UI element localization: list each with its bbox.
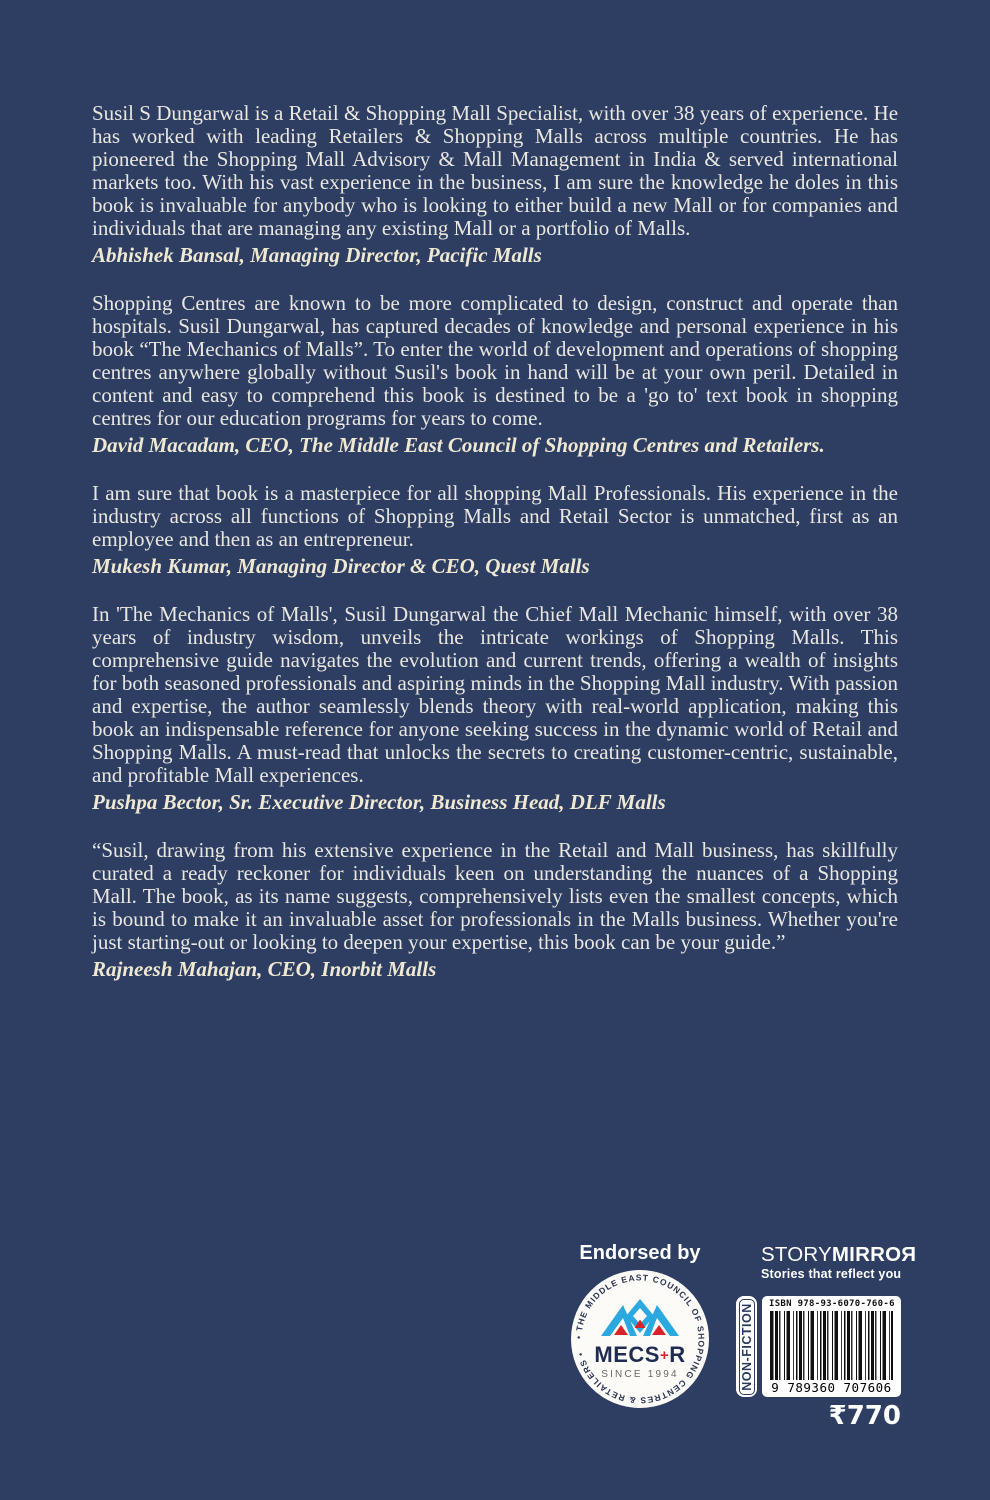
mecsr-seal-circle: [571, 1270, 709, 1408]
mecsr-acronym: MECS+R: [594, 1342, 686, 1367]
testimonial-block: [92, 102, 898, 266]
ean-digits: 9 789360 707606: [771, 1380, 892, 1395]
category-label: NON-FICTION: [739, 1302, 754, 1391]
storymirror-wordmark-bold: MIRROЯ: [831, 1243, 917, 1266]
storymirror-wordmark-light: STORY: [761, 1243, 832, 1266]
price-label: ₹770: [828, 1401, 901, 1431]
barcode-bars-icon: [770, 1311, 893, 1380]
testimonial-attribution: Abhishek Bansal, Managing Director, Pacific Malls: [92, 243, 542, 267]
testimonial-attribution: David Macadam, CEO, The Middle East Council of Shopping Centres and Retailers.: [92, 433, 825, 457]
testimonials-section: [92, 102, 898, 1006]
storymirror-tagline: Stories that reflect you: [761, 1267, 902, 1281]
isbn-barcode: [762, 1296, 901, 1397]
mecsr-ring-text: • THE MIDDLE EAST COUNCIL OF SHOPPING CENTRES & RETAILERS •: [573, 1272, 707, 1406]
mecsr-since-label: SINCE 1994: [601, 1369, 679, 1380]
storymirror-logo: [761, 1243, 917, 1266]
mecsr-seal-icon: [570, 1269, 710, 1409]
barcode-area: [736, 1296, 901, 1397]
testimonial-text: Susil S Dungarwal is a Retail & Shopping Mall Specialist, with over 38 years of experience. He has worked with leading Retailers & Shopping Malls across multiple countries. He has pioneered the Shopping Mall Advisory & Mall Management in India & served international markets too. With his vast experience in the business, I am sure the knowledge he doles in this book is invaluable for anybody who is looking to either build a new Mall or for companies and individuals that are managing any existing Mall or a portfolio of Malls.: [92, 101, 899, 240]
testimonial-text: “Susil, drawing from his extensive experience in the Retail and Mall business, has skillfully curated a ready reckoner for individuals keen on understanding the nuances of a Shopping Mall. The book, as its name suggests, comprehensively lists even the smallest concepts, which is bound to make it an invaluable asset for professionals in the Malls business. Whether you're just starting-out or looking to deepen your expertise, this book can be your guide.”: [92, 838, 898, 954]
endorsed-by-label: Endorsed by: [579, 1242, 701, 1264]
testimonial-attribution: Mukesh Kumar, Managing Director & CEO, Quest Malls: [92, 554, 590, 578]
testimonial-text: In 'The Mechanics of Malls', Susil Dungarwal the Chief Mall Mechanic himself, with over 38 years of industry wisdom, unveils the intricate workings of Shopping Malls. This comprehensive guide navigates the evolution and current trends, offering a wealth of insights for both seasoned professionals and aspiring minds in the Shopping Mall industry. With passion and expertise, the author seamlessly blends theory with real-world application, making this book an indispensable reference for anyone seeking success in the dynamic world of Retail and Shopping Malls. A must-read that unlocks the secrets to creating customer-centric, sustainable, and profitable Mall experiences.: [92, 602, 898, 787]
publisher-block: [736, 1243, 917, 1431]
testimonial-attribution: Rajneesh Mahajan, CEO, Inorbit Malls: [92, 957, 437, 981]
testimonial-block: [92, 603, 898, 813]
testimonial-block: [92, 482, 898, 577]
testimonial-text: Shopping Centres are known to be more complicated to design, construct and operate than hospitals. Susil Dungarwal, has captured decades of knowledge and personal experience in his book “The Mechanics of Malls”. To enter the world of development and operations of shopping centres anywhere globally without Susil's book in hand will be at your own peril. Detailed in content and easy to comprehend this book is destined to be a 'go to' text book in shopping centres for our education programs for years to come.: [92, 291, 898, 430]
category-pill: [736, 1296, 757, 1397]
testimonial-block: [92, 839, 898, 980]
testimonial-attribution: Pushpa Bector, Sr. Executive Director, Business Head, DLF Malls: [92, 790, 666, 814]
testimonial-block: [92, 292, 898, 456]
isbn-number: ISBN 978-93-6070-760-6: [769, 1299, 895, 1309]
testimonial-text: I am sure that book is a masterpiece for all shopping Mall Professionals. His experience in the industry across all functions of Shopping Malls and Retail Sector is unmatched, first as an employee and then as an entrepreneur.: [92, 481, 898, 551]
